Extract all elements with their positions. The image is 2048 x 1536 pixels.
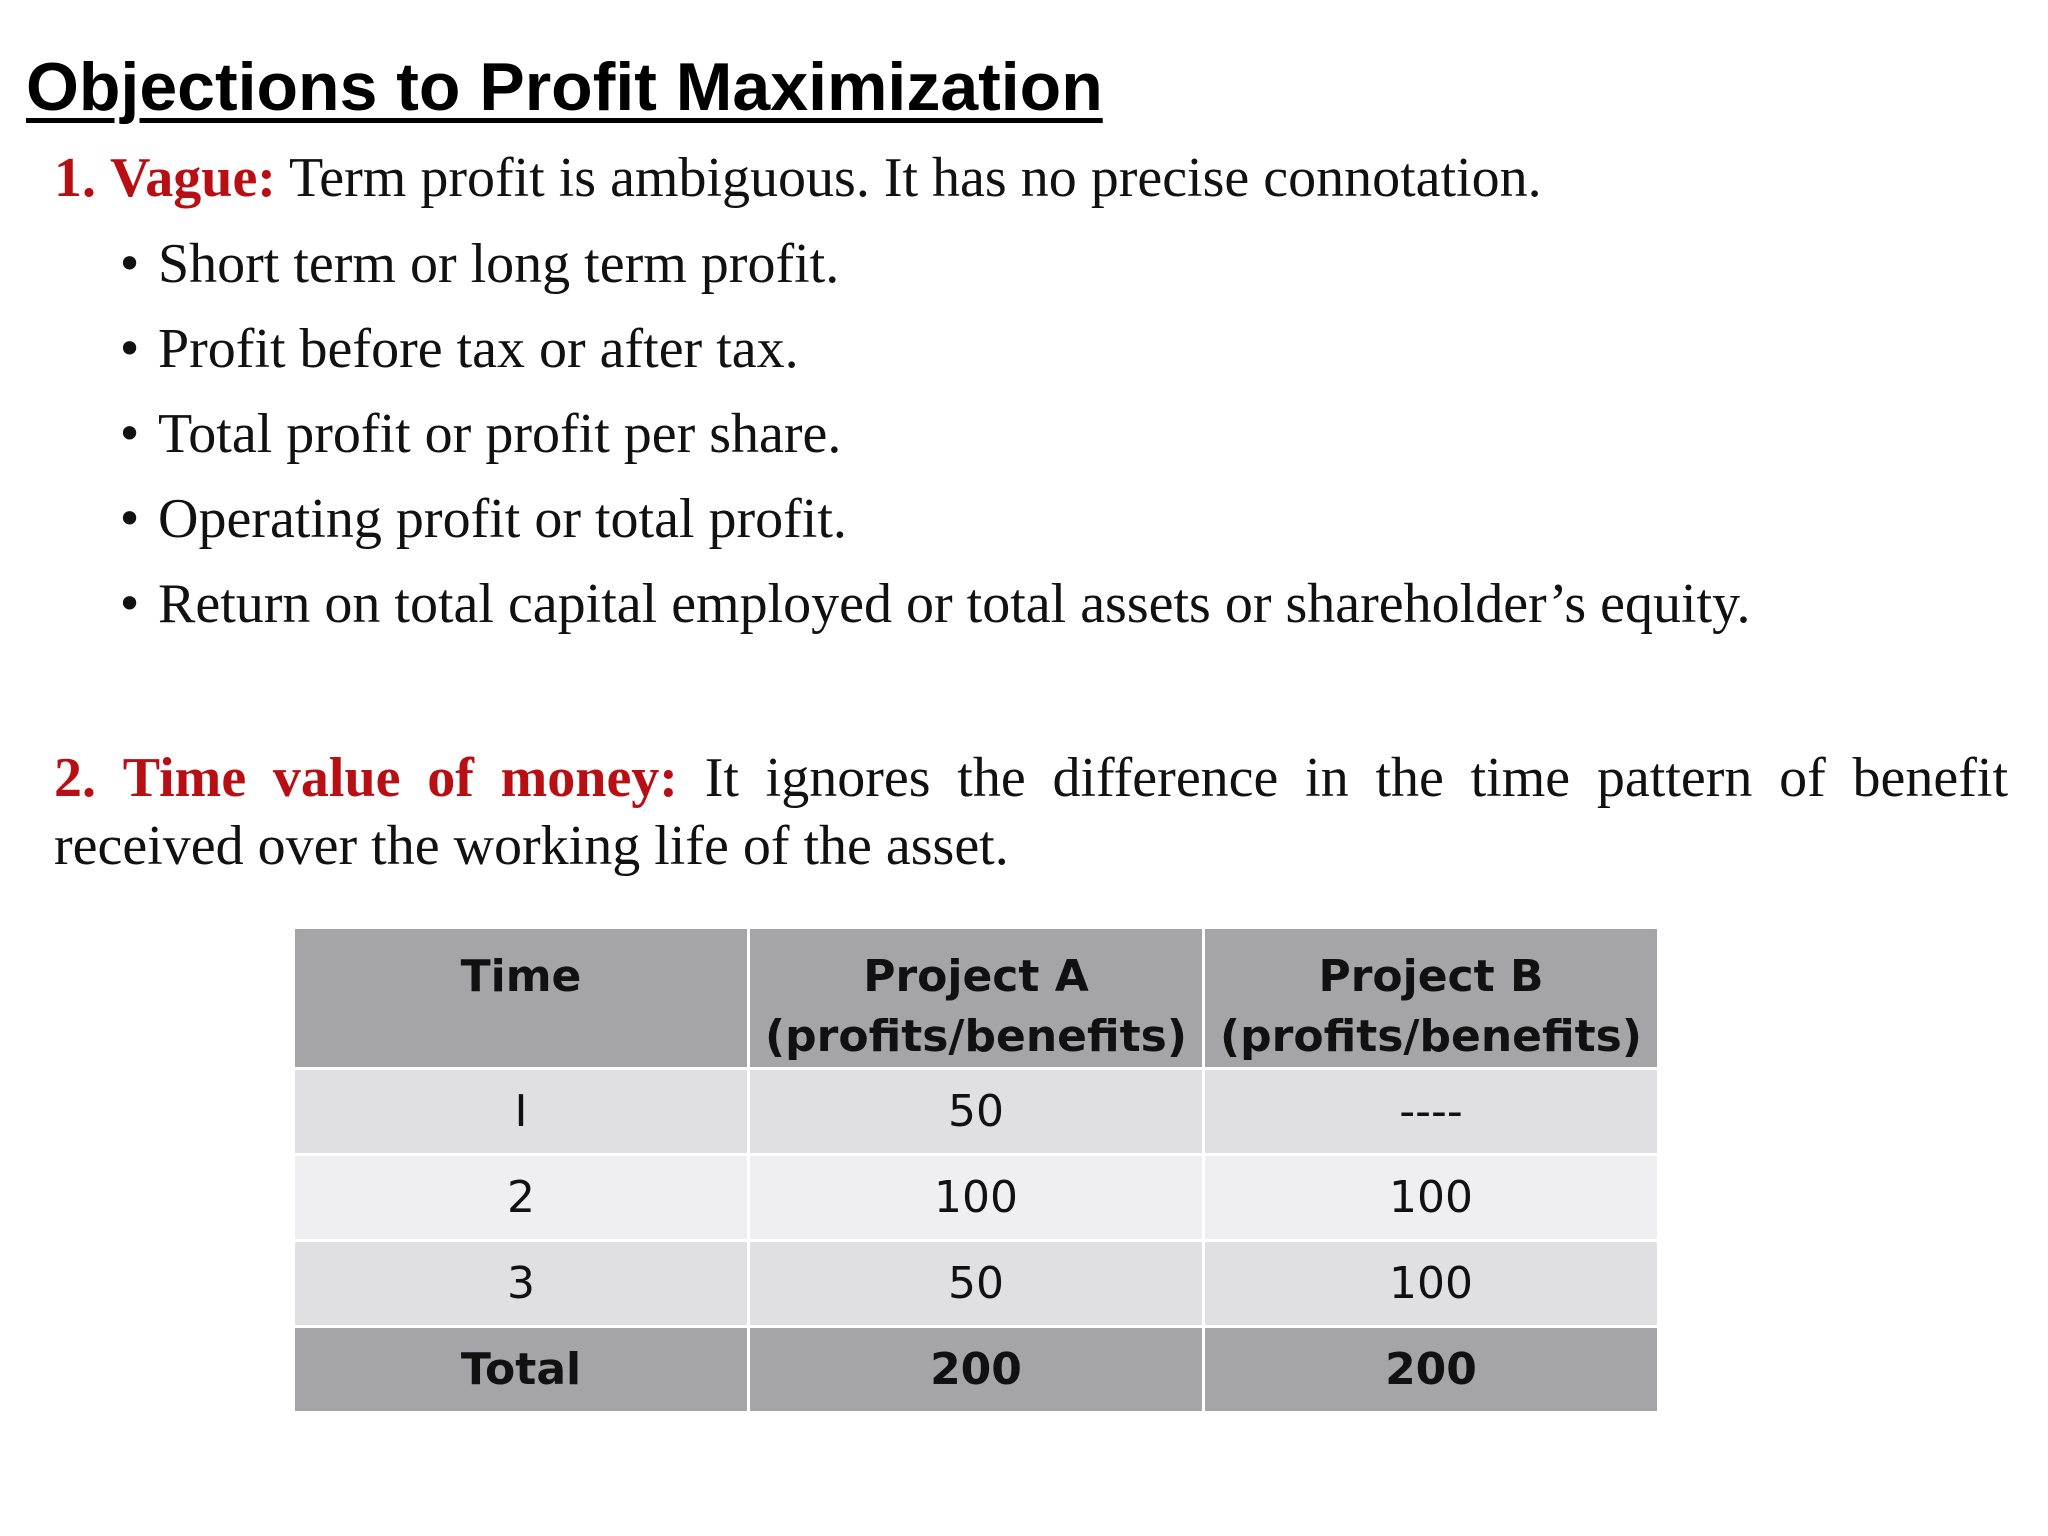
- header-label: Project B: [1318, 951, 1544, 1002]
- bullet-text: Return on total capital employed or total assets or shareholder’s equity.: [158, 573, 1751, 635]
- point-number: 1.: [54, 147, 96, 209]
- total-project-b: 200: [1204, 1327, 1659, 1413]
- list-item: [116, 566, 1750, 651]
- bullet-text: Short term or long term profit.: [158, 233, 840, 295]
- bullet-icon: •: [116, 492, 144, 546]
- bullet-text: Total profit or profit per share.: [158, 403, 842, 465]
- bullet-text: Operating profit or total profit.: [158, 488, 847, 550]
- bullet-icon: •: [116, 322, 144, 376]
- list-item: [116, 481, 1750, 566]
- slide-title: Objections to Profit Maximization: [26, 49, 1103, 125]
- total-label: Total: [294, 1327, 749, 1413]
- table-row: [294, 1069, 1659, 1155]
- bullet-icon: •: [116, 577, 144, 631]
- bullet-icon: •: [116, 237, 144, 291]
- point-keyword: Time value of money:: [122, 747, 678, 809]
- table-cell-time: I: [294, 1069, 749, 1155]
- header-sublabel: (profits/benefits): [1220, 1011, 1642, 1062]
- header-label: Time: [460, 951, 582, 1002]
- point-text-continued: received over the working life of the asset.: [54, 815, 1009, 877]
- bullet-text: Profit before tax or after tax.: [158, 318, 799, 380]
- point-text: It ignores the difference in the time pattern of benefit: [704, 747, 2009, 809]
- total-project-a: 200: [749, 1327, 1204, 1413]
- table-row: [294, 1241, 1659, 1327]
- list-item: [116, 226, 1750, 311]
- table-cell-project-a: 50: [749, 1069, 1204, 1155]
- table-cell-project-a: 100: [749, 1155, 1204, 1241]
- table-row: [294, 1155, 1659, 1241]
- profit-comparison-table: [292, 926, 1660, 1414]
- header-project-a: [749, 928, 1204, 1069]
- table-cell-project-a: 50: [749, 1241, 1204, 1327]
- table-cell-project-b: ----: [1204, 1069, 1659, 1155]
- point-time-value: [54, 744, 2008, 880]
- table-header-row: [294, 928, 1659, 1069]
- table-total-row: [294, 1327, 1659, 1413]
- header-sublabel: (profits/benefits): [765, 1011, 1187, 1062]
- bullet-icon: •: [116, 407, 144, 461]
- table-cell-project-b: 100: [1204, 1241, 1659, 1327]
- list-item: [116, 396, 1750, 481]
- header-project-b: [1204, 928, 1659, 1069]
- table-cell-project-b: 100: [1204, 1155, 1659, 1241]
- list-item: [116, 311, 1750, 396]
- point-text: Term profit is ambiguous. It has no precise connotation.: [288, 147, 1542, 209]
- table-cell-time: 2: [294, 1155, 749, 1241]
- point-vague: [54, 140, 1542, 216]
- point-number: 2.: [54, 747, 96, 809]
- point-first-line: [54, 744, 2008, 812]
- header-time: [294, 928, 749, 1069]
- table-cell-time: 3: [294, 1241, 749, 1327]
- vague-bullet-list: [116, 226, 1750, 651]
- point-keyword: Vague:: [110, 147, 276, 209]
- header-label: Project A: [863, 951, 1089, 1002]
